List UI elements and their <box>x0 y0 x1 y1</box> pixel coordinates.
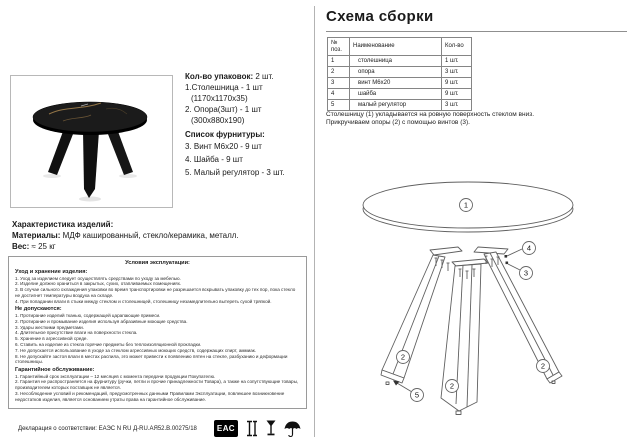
instruction-line: Прикручиваем опоры (2) с помощью винтов (3). <box>326 119 470 127</box>
callout-screw: 3 <box>523 268 529 278</box>
care-item: 1. Уход за изделием следует осуществлять средствами по уходу за мебелью. <box>15 275 181 281</box>
header-position: № поз. <box>328 38 350 56</box>
not-allowed-item: 6. Ставить на изделие из стекла горячие предметы без теплоизоляционной прокладки. <box>15 341 202 347</box>
cell-pos: 3 <box>328 78 350 89</box>
cell-pos: 1 <box>328 56 350 67</box>
cell-name: опора <box>350 67 442 78</box>
care-item: 2. Изделие должно храниться в закрытых, сухих, отапливаемых помещениях. <box>15 281 182 287</box>
cell-qty: 1 шт. <box>442 56 472 67</box>
keep-dry-umbrella-icon <box>284 420 301 437</box>
two-bars-icon <box>246 420 258 437</box>
warranty-item: 1. Гарантийный срок эксплуатации – 12 месяцев с момента передачи продукции Покупателю. <box>15 373 216 379</box>
fragile-goblet-icon <box>266 420 276 437</box>
materials-line <box>12 230 312 241</box>
eac-mark-icon: ЕАС <box>214 420 238 437</box>
instruction-line: Столешницу (1) укладывается на ровную поверхность стеклом вниз. <box>326 111 535 118</box>
weight-label: Вес: <box>12 242 30 251</box>
cell-name: малый регулятор <box>350 100 442 111</box>
exploded-view-diagram <box>326 152 626 444</box>
product-characteristics <box>12 219 312 252</box>
care-item: 3. В случае сильного охлаждения упаковки во время транспортировки не разрешается вскрывать упаковку до тех пор, пока стекло не достигнет температуры воздуха на складе. <box>15 287 296 298</box>
table-row <box>328 67 472 78</box>
table-row <box>328 78 472 89</box>
cell-name: винт М6х20 <box>350 78 442 89</box>
package-item-dimensions: (300х880х190) <box>191 116 245 125</box>
package-count-value: 2 шт. <box>255 72 274 81</box>
table-row <box>328 100 472 111</box>
package-item: 1.Столешница - 1 шт <box>185 83 263 92</box>
materials-label: Материалы: <box>12 231 61 240</box>
product-photo <box>11 76 170 205</box>
package-item-dimensions: (1170х1170х35) <box>191 94 248 103</box>
cell-name: столешница <box>350 56 442 67</box>
not-allowed-item: 1. Протирание изделий тканью, содержащей царапающие примеси. <box>15 312 161 318</box>
not-allowed-item: 8. Не допускайте застоя влаги в местах распила, это может привести к появлению пятен на стекле, разбуханию и деформации столешницы. <box>15 353 288 365</box>
header-qty: Кол-во <box>442 38 472 56</box>
package-item: 2. Опора(3шт) - 1 шт <box>185 105 262 114</box>
hardware-list-title: Список фурнитуры: <box>185 130 265 139</box>
weight-line <box>12 241 312 252</box>
cell-pos: 5 <box>328 100 350 111</box>
cell-name: шайба <box>350 89 442 100</box>
not-allowed-item: 4. Длительное присутствие влаги на поверхности стекла. <box>15 330 138 336</box>
product-photo-frame <box>10 75 173 208</box>
cell-qty: 9 шт. <box>442 78 472 89</box>
cell-pos: 4 <box>328 89 350 100</box>
hardware-item: 4. Шайба - 9 шт <box>185 155 243 164</box>
characteristics-title: Характеристика изделий: <box>12 220 114 229</box>
not-allowed-item: 2. Протирание и промывание изделия используя абразивные моющие средства. <box>15 318 188 324</box>
callout-foot-regulator: 5 <box>414 390 420 400</box>
weight-value: ≈ 25 кг <box>31 242 56 251</box>
not-allowed-section-title: Не допускаются: <box>15 305 62 312</box>
package-count-line <box>185 71 315 82</box>
hardware-item: 3. Винт М6х20 - 9 шт <box>185 142 262 151</box>
callout-leg: 2 <box>540 361 546 371</box>
table-row <box>328 89 472 100</box>
cell-qty: 3 шт. <box>442 100 472 111</box>
warranty-item: 3. Несоблюдение условий и рекомендаций, предусмотренных данными Правилами Эксплуатации, повлекшее возникновение недостатков изделия, является основанием утраты права на гарантийное обслуживание. <box>15 391 285 402</box>
cell-qty: 3 шт. <box>442 67 472 78</box>
not-allowed-item: 5. Хранение в агрессивной среде. <box>15 336 88 342</box>
header-name: Наименование <box>350 38 442 56</box>
page-title: Схема сборки <box>326 8 434 25</box>
materials-value: МДФ кашированный, стекло/керамика, металл. <box>62 231 239 240</box>
callout-tabletop: 1 <box>463 200 469 210</box>
callout-leg: 2 <box>400 352 406 362</box>
cell-pos: 2 <box>328 67 350 78</box>
not-allowed-item: 3. Удары жесткими предметами. <box>15 324 84 330</box>
callout-washer: 4 <box>526 243 532 253</box>
parts-table-header <box>328 38 472 56</box>
conditions-title: Условия эксплуатации: <box>125 260 190 266</box>
parts-table <box>327 37 472 111</box>
declaration-of-conformity: Декларация о соответствии: ЕАЭС N RU Д-RU.АЯ52.В.00275/18 <box>18 426 197 432</box>
assembly-instructions <box>326 111 624 128</box>
warranty-section-title: Гарантийное обслуживание: <box>15 366 95 373</box>
table-row <box>328 56 472 67</box>
cell-qty: 9 шт. <box>442 89 472 100</box>
not-allowed-item: 7. Не допускается использование в уходе за стеклом агрессивных моющих средств, содержащих спирт, аммиак. <box>15 347 257 353</box>
title-underline <box>326 31 627 32</box>
hardware-item: 5. Малый регулятор - 3 шт. <box>185 168 285 177</box>
certification-marks <box>214 420 301 437</box>
callout-leg: 2 <box>449 381 455 391</box>
package-count-label: Кол-во упаковок: <box>185 72 254 81</box>
package-contents <box>185 71 315 179</box>
care-section-title: Уход и хранение изделия: <box>15 268 88 275</box>
care-item: 4. При попадании влаги в стыки между стеклом и столешницей, столешницу незамедлительно вытереть сухой тряпкой. <box>15 298 272 304</box>
warranty-item: 2. Гарантия не распространяется на фурнитуру (ручки, петли и прочие принадлежности Товара), а также на сопутствующие товары, производителем которых поставщик не является. <box>15 379 299 391</box>
usage-conditions-box <box>8 256 307 409</box>
